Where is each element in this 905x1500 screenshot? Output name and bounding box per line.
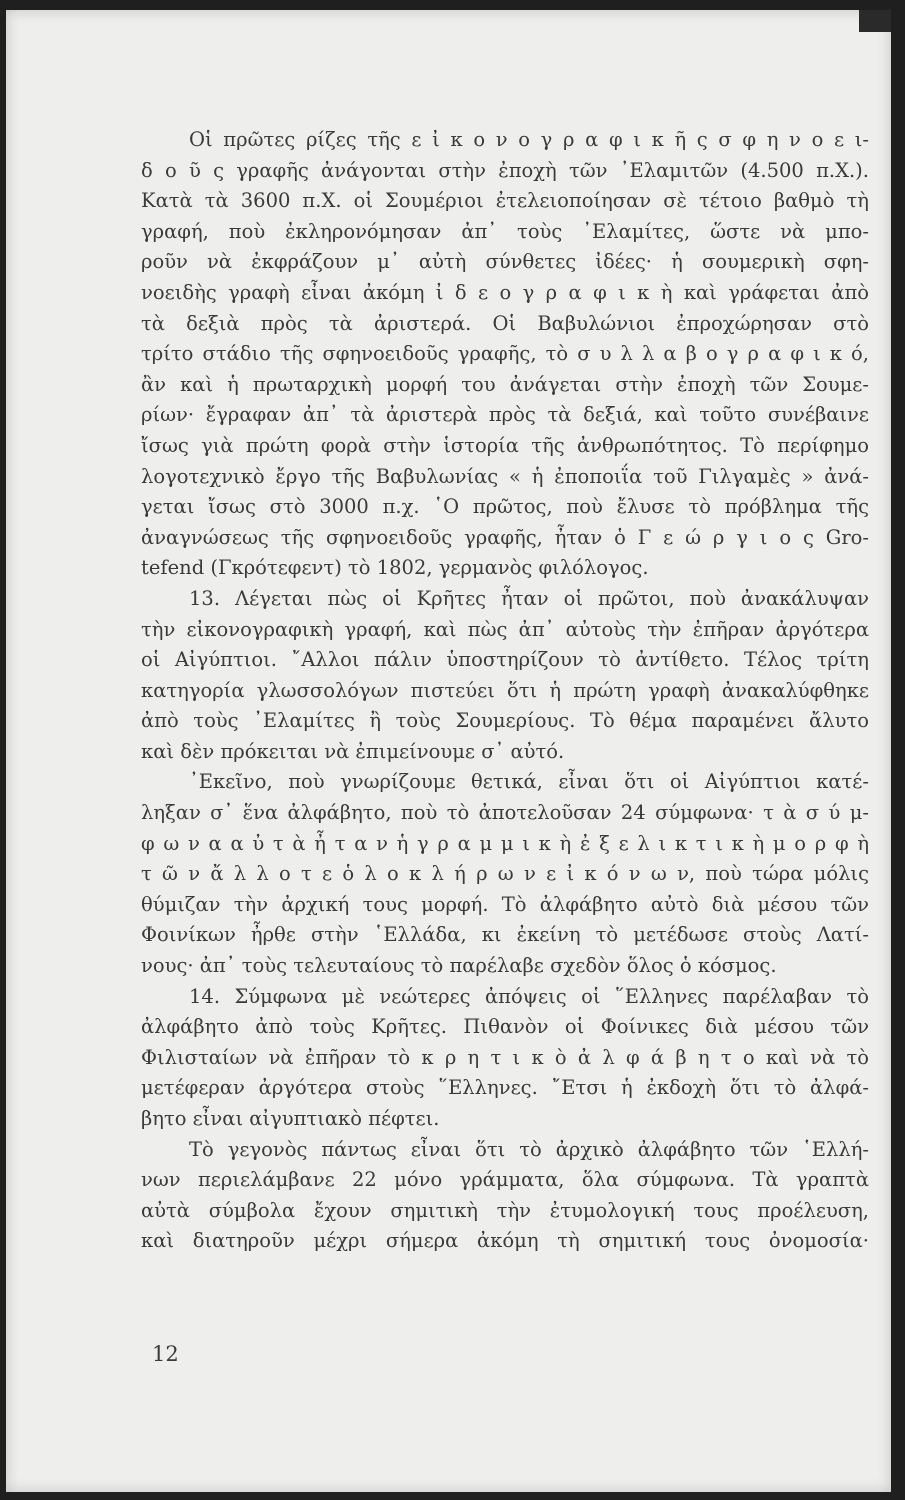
text-line: 14. Σύμφωνα μὲ νεώτερες ἀπόψεις οἱ ῞Ελληνες παρέλαβαν τὸ [189, 984, 869, 1008]
text-line: νοειδὴς γραφὴ εἶναι ἀκόμη ἰ δ ε ο γ ρ α φ ι κ ὴ καὶ γράφεται ἀπὸ [141, 280, 869, 304]
text-line: καὶ δὲν πρόκειται νὰ ἐπιμείνουμε σ᾿ αὐτό. [141, 739, 565, 763]
text-line: μετέφεραν ἀργότερα στοὺς ῞Ελληνες. ῎Ετσι ἡ ἐκδοχὴ ὅτι τὸ ἀλφά- [141, 1076, 869, 1100]
text-line: Φιλισταίων νὰ ἐπῆραν τὸ κ ρ η τ ι κ ὸ ἀ λ φ ά β η τ ο καὶ νὰ τὸ [141, 1045, 869, 1069]
text-line: αὐτὰ σύμβολα ἔχουν σημιτικὴ τὴν ἐτυμολογική τους προέλευση, [141, 1198, 869, 1222]
text-line: γραφή, ποὺ ἐκληρονόμησαν ἀπ᾿ τοὺς ᾿Ελαμίτες, ὥστε νὰ μπο- [141, 219, 869, 243]
text-line: Τὸ γεγονὸς πάντως εἶναι ὅτι τὸ ἀρχικὸ ἀλφάβητο τῶν ῾Ελλή- [189, 1137, 869, 1161]
text-line: 13. Λέγεται πὼς οἱ Κρῆτες ἦταν οἱ πρῶτοι, ποὺ ἀνακάλυψαν [189, 586, 869, 610]
text-line: ἀπὸ τοὺς ᾿Ελαμίτες ἢ τοὺς Σουμερίους. Τὸ θέμα παραμένει ἄλυτο [141, 709, 869, 733]
text-line: καὶ διατηροῦν μέχρι σήμερα ἀκόμη τὴ σημιτική τους ὀνομοσία· [141, 1229, 869, 1253]
text-line: νων περιελάμβανε 22 μόνο γράμματα, ὅλα σύμφωνα. Τὰ γραπτὰ [141, 1168, 869, 1192]
text-line: ἴσως γιὰ πρώτη φορὰ στὴν ἱστορία τῆς ἀνθρωπότητος. Τὸ περίφημο [141, 433, 869, 457]
body-text [141, 125, 869, 1257]
text-line: Οἱ πρῶτες ρίζες τῆς ε ἰ κ ο ν ο γ ρ α φ ι κ ῆ ς σ φ η ν ο ε ι- [189, 128, 869, 151]
text-line: ᾿Εκεῖνο, ποὺ γνωρίζουμε θετικά, εἶναι ὅτι οἱ Αἰγύπτιοι κατέ- [189, 770, 869, 794]
text-line: τὰ δεξιὰ πρὸς τὰ ἀριστερά. Οἱ Βαβυλώνιοι ἐπροχώρησαν στὸ [141, 311, 869, 335]
text-line: ροῦν νὰ ἐκφράζουν μ᾿ αὐτὴ σύνθετες ἰδέες· ἡ σουμερικὴ σφη- [141, 250, 869, 274]
text-line: tefend (Γκρότεφεντ) τὸ 1802, γερμανὸς φιλόλογος. [141, 556, 649, 580]
page-number: 12 [152, 1342, 179, 1366]
text-line: θύμιζαν τὴν ἀρχική τους μορφή. Τὸ ἀλφάβητο αὐτὸ διὰ μέσου τῶν [141, 892, 869, 916]
text-line: δ ο ῦ ς γραφῆς ἀνάγονται στὴν ἐποχὴ τῶν ᾿Ελαμιτῶν (4.500 π.Χ.). [141, 158, 869, 182]
text-line: ρίων· ἔγραφαν ἀπ᾿ τὰ ἀριστερὰ πρὸς τὰ δεξιά, καὶ τοῦτο συνέβαινε [141, 403, 869, 427]
text-line: βητο εἶναι αἰγυπτιακὸ πέφτει. [141, 1107, 440, 1130]
text-line: ἂν καὶ ἡ πρωταρχικὴ μορφή του ἀνάγεται στὴν ἐποχὴ τῶν Σουμε- [141, 372, 869, 396]
text-line: νους· ἀπ᾿ τοὺς τελευταίους τὸ παρέλαβε σχεδὸν ὅλος ὁ κόσμος. [141, 954, 777, 978]
text-line: λογοτεχνικὸ ἔργο τῆς Βαβυλωνίας « ἡ ἐποποιΐα τοῦ Γιλγαμὲς » ἀνά- [141, 464, 869, 488]
text-line: τ ῶ ν ἄ λ λ ο τ ε ὁ λ ο κ λ ή ρ ω ν ε ἰ κ ό ν ω ν, ποὺ τώρα μόλις [141, 862, 869, 886]
text-line: τρίτο στάδιο τῆς σφηνοειδοῦς γραφῆς, τὸ σ υ λ λ α β ο γ ρ α φ ι κ ό, [141, 342, 869, 366]
book-page [6, 10, 891, 1492]
text-line: κατηγορία γλωσσολόγων πιστεύει ὅτι ἡ πρώτη γραφὴ ἀνακαλύφθηκε [141, 678, 869, 702]
scan-border [859, 10, 891, 32]
text-line: Φοινίκων ἦρθε στὴν ῾Ελλάδα, κι ἐκείνη τὸ μετέδωσε στοὺς Λατί- [141, 923, 869, 947]
text-line: τὴν εἰκονογραφικὴ γραφή, καὶ πὼς ἀπ᾿ αὐτοὺς τὴν ἐπῆραν ἀργότερα [141, 617, 869, 641]
text-line: οἱ Αἰγύπτιοι. ῎Αλλοι πάλιν ὑποστηρίζουν τὸ ἀντίθετο. Τέλος τρίτη [141, 648, 869, 672]
text-line: φ ω ν α α ὐ τ ὰ ἦ τ α ν ἡ γ ρ α μ μ ι κ ὴ ἐ ξ ε λ ι κ τ ι κ ὴ μ ο ρ φ ὴ [141, 831, 869, 855]
text-line: ἀλφάβητο ἀπὸ τοὺς Κρῆτες. Πιθανὸν οἱ Φοίνικες διὰ μέσου τῶν [141, 1015, 869, 1039]
text-line: ληξαν σ᾿ ἕνα ἀλφάβητο, ποὺ τὸ ἀποτελοῦσαν 24 σύμφωνα· τ ὰ σ ύ μ- [141, 801, 869, 825]
text-line: γεται ἴσως στὸ 3000 π.χ. ῾Ο πρῶτος, ποὺ ἔλυσε τὸ πρόβλημα τῆς [141, 495, 869, 519]
text-line: ἀναγνώσεως τῆς σφηνοειδοῦς γραφῆς, ἦταν ὁ Γ ε ώ ρ γ ι ο ς Gro- [141, 525, 869, 549]
text-line: Κατὰ τὰ 3600 π.Χ. οἱ Σουμέριοι ἐτελειοποίησαν σὲ τέτοιο βαθμὸ τὴ [141, 189, 869, 213]
